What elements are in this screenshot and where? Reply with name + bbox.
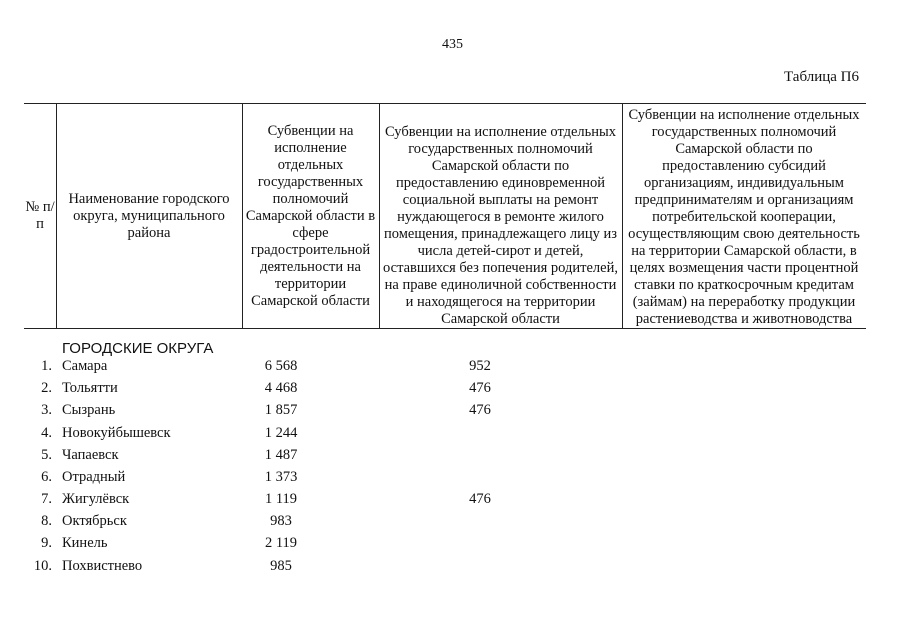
row-num: 5. [41, 447, 52, 463]
row-num: 3. [41, 402, 52, 418]
row-col-b: 952 [469, 358, 491, 374]
table-row [0, 402, 905, 424]
table-row [0, 513, 905, 535]
row-name: Кинель [62, 535, 108, 551]
row-name: Жигулёвск [62, 491, 130, 507]
table-row [0, 358, 905, 380]
row-num: 9. [41, 535, 52, 551]
row-col-a: 1 244 [264, 425, 298, 441]
table-header [24, 103, 866, 329]
header-num: № п/п [25, 199, 55, 232]
row-name: Сызрань [62, 402, 116, 418]
row-num: 6. [41, 469, 52, 485]
header-name: Наименование городского округа, муниципального района [68, 190, 230, 241]
section-title: ГОРОДСКИЕ ОКРУГА [62, 340, 214, 357]
table-row [0, 425, 905, 447]
row-num: 7. [41, 491, 52, 507]
header-col-a: Субвенции на исполнение отдельных государственных полномочий Самарской области в сфере градостроительной деятельности на территории Самарской области [245, 122, 376, 309]
row-name: Тольятти [62, 380, 118, 396]
row-col-a: 1 857 [264, 402, 298, 418]
row-col-b: 476 [469, 491, 491, 507]
row-col-a: 983 [270, 513, 292, 529]
row-name: Новокуйбышевск [62, 425, 171, 441]
row-num: 4. [41, 425, 52, 441]
row-num: 8. [41, 513, 52, 529]
row-name: Отрадный [62, 469, 126, 485]
header-col-b: Субвенции на исполнение отдельных государственных полномочий Самарской области по предоставлению единовременной социальной выплаты на ремонт нуждающегося в ремонте жилого помещения, принадлежащего лицу из числа детей-сирот и детей, оставшихся без попечения родителей, на праве единоличной собственности и находящегося на территории Самарской области [383, 124, 618, 327]
row-col-b: 476 [469, 402, 491, 418]
row-num: 1. [41, 358, 52, 374]
row-col-a: 1 373 [264, 469, 298, 485]
table-label: Таблица П6 [784, 69, 859, 85]
table-row [0, 447, 905, 469]
row-col-a: 6 568 [264, 358, 298, 374]
row-name: Чапаевск [62, 447, 119, 463]
row-col-a: 4 468 [264, 380, 298, 396]
row-col-a: 1 487 [264, 447, 298, 463]
row-name: Похвистнево [62, 558, 143, 574]
table-row [0, 380, 905, 402]
row-col-b: 476 [469, 380, 491, 396]
table-row [0, 469, 905, 491]
row-col-a: 2 119 [264, 535, 298, 551]
row-name: Октябрьск [62, 513, 127, 529]
header-col-c: Субвенции на исполнение отдельных государственных полномочий Самарской области по предоставлению субсидий организациям, индивидуальным предпринимателям и организациям потребительской кооперации, осуществляющим свою деятельность на территории Самарской области, в целях возмещения части процентной ставки по краткосрочным кредитам (займам) на переработку продукции растениеводства и животноводства [628, 107, 860, 327]
table-row [0, 491, 905, 513]
row-num: 10. [33, 558, 52, 574]
row-col-a: 1 119 [264, 491, 298, 507]
row-col-a: 985 [270, 558, 292, 574]
table-row [0, 535, 905, 557]
row-num: 2. [41, 380, 52, 396]
table-row [0, 558, 905, 580]
page-number: 435 [442, 37, 463, 52]
row-name: Самара [62, 358, 108, 374]
